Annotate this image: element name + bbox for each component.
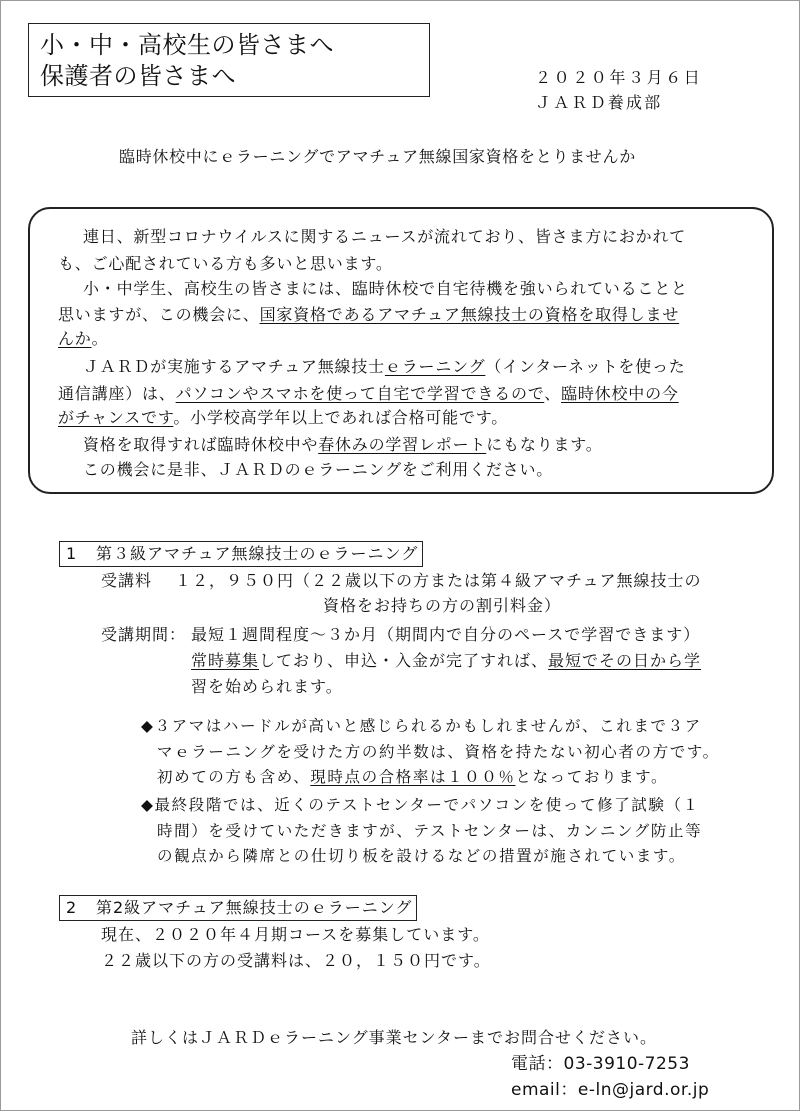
notice-p2-line2	[58, 303, 679, 327]
notice-p1-line2: も、ご心配されている方も多いと思います。	[58, 254, 393, 273]
notice-text: （インターネットを使った	[485, 357, 686, 376]
section-1-title: 第３級アマチュア無線技士のｅラーニング	[96, 544, 419, 563]
notice-p2-line3	[58, 327, 108, 351]
period-underlined-text: 常時募集	[191, 651, 260, 670]
fee-label: 受講料	[101, 571, 153, 590]
notice-text: 資格を取得すれば臨時休校中や	[83, 435, 319, 454]
period-line-1: 最短１週間程度～３か月（期間内で自分のペースで学習できます）	[191, 625, 701, 644]
bullet-text: 初めての方も含め、	[157, 768, 311, 786]
notice-p4	[83, 433, 603, 457]
period-underlined-text: 最短でその日から学	[548, 651, 702, 670]
section-2-line-2: ２２歳以下の方の受講料は、２０，１５０円です。	[101, 951, 491, 970]
notice-text: 。小学校高学年以上であれば合格可能です。	[173, 408, 509, 427]
notice-underlined-text: がチャンスです	[58, 408, 174, 427]
title-line-2: 保護者の皆さまへ	[40, 62, 236, 90]
notice-text: 、	[544, 384, 562, 403]
issue-date: ２０２０年３月６日	[535, 68, 703, 87]
notice-p3-line2	[58, 382, 679, 406]
bullet-2-line-2: 時間）を受けていただきますが、テストセンターは、カンニング防止等	[157, 822, 703, 840]
period-label: 受講期間：	[101, 625, 187, 644]
notice-text: 通信講座）は、	[58, 384, 176, 403]
bullet-1-line-3	[157, 765, 668, 789]
notice-text: ＪＡＲＤが実施するアマチュア無線技士	[83, 357, 385, 376]
notice-underlined-text: んか	[58, 329, 92, 348]
notice-p2-line1: 小・中学生、高校生の皆さまには、臨時休校で自宅待機を強いられていることと	[83, 279, 688, 298]
notice-p1-line1: 連日、新型コロナウイルスに関するニュースが流れており、皆さま方におかれて	[83, 227, 687, 246]
period-text: しており、申込・入金が完了すれば、	[259, 651, 549, 670]
section-2-heading	[59, 895, 417, 921]
contact-email[interactable]: email：e-ln@jard.or.jp	[511, 1080, 710, 1100]
fee-line-2: 資格をお持ちの方の割引料金）	[323, 596, 562, 615]
pass-rate-text: 現時点の合格率は１００％	[310, 768, 516, 786]
notice-underlined-text: 臨時休校中の今	[561, 384, 679, 403]
bullet-2-line-3: の観点から隣席との仕切り板を設けるなどの措置が施されています。	[157, 847, 686, 865]
bullet-text: となっております。	[515, 768, 669, 786]
issuer-department: ＪＡＲＤ養成部	[535, 93, 663, 112]
bullet-2-line-1: ◆最終段階では、近くのテストセンターでパソコンを使って修了試験（１	[141, 796, 700, 814]
notice-p3-line3	[58, 406, 508, 430]
section-2-number: 2	[66, 898, 78, 917]
notice-text: にもなります。	[486, 435, 603, 454]
notice-underlined-text: 春休みの学習レポート	[318, 435, 487, 454]
notice-p3-line1	[83, 355, 686, 379]
title-box	[28, 23, 430, 97]
notice-text: 。	[91, 329, 109, 348]
notice-text: 思いますが、この機会に、	[58, 305, 260, 324]
notice-underlined-text: ｅラーニング	[384, 357, 486, 376]
notice-p5: この機会に是非、ＪＡＲＤのｅラーニングをご利用ください。	[83, 460, 554, 479]
notice-underlined-text: パソコンやスマホを使って自宅で学習できるので	[175, 384, 545, 403]
period-line-2	[191, 649, 701, 673]
lead-heading: 臨時休校中にｅラーニングでアマチュア無線国家資格をとりませんか	[119, 147, 636, 166]
inquiry-text: 詳しくはＪＡＲＤｅラーニング事業センターまでお問合せください。	[131, 1028, 658, 1047]
bullet-1-line-2: マｅラーニングを受けた方の約半数は、資格を持たない初心者の方です。	[157, 743, 720, 761]
section-2-title: 第2級アマチュア無線技士のｅラーニング	[96, 898, 413, 917]
section-1-number: 1	[66, 544, 78, 563]
notice-underlined-text: 国家資格であるアマチュア無線技士の資格を取得しませ	[259, 305, 680, 324]
title-line-1: 小・中・高校生の皆さまへ	[40, 31, 334, 59]
bullet-1-line-1: ◆３アマはハードルが高いと感じられるかもしれませんが、これまで３ア	[141, 717, 702, 735]
period-line-3: 習を始められます。	[191, 677, 343, 696]
fee-line-1: １２，９５０円（２２歳以下の方または第４級アマチュア無線技士の	[175, 571, 702, 590]
contact-phone: 電話：03-3910-7253	[511, 1054, 690, 1074]
section-2-line-1: 現在、２０２０年４月期コースを募集しています。	[101, 925, 490, 944]
section-1-heading	[59, 541, 423, 567]
